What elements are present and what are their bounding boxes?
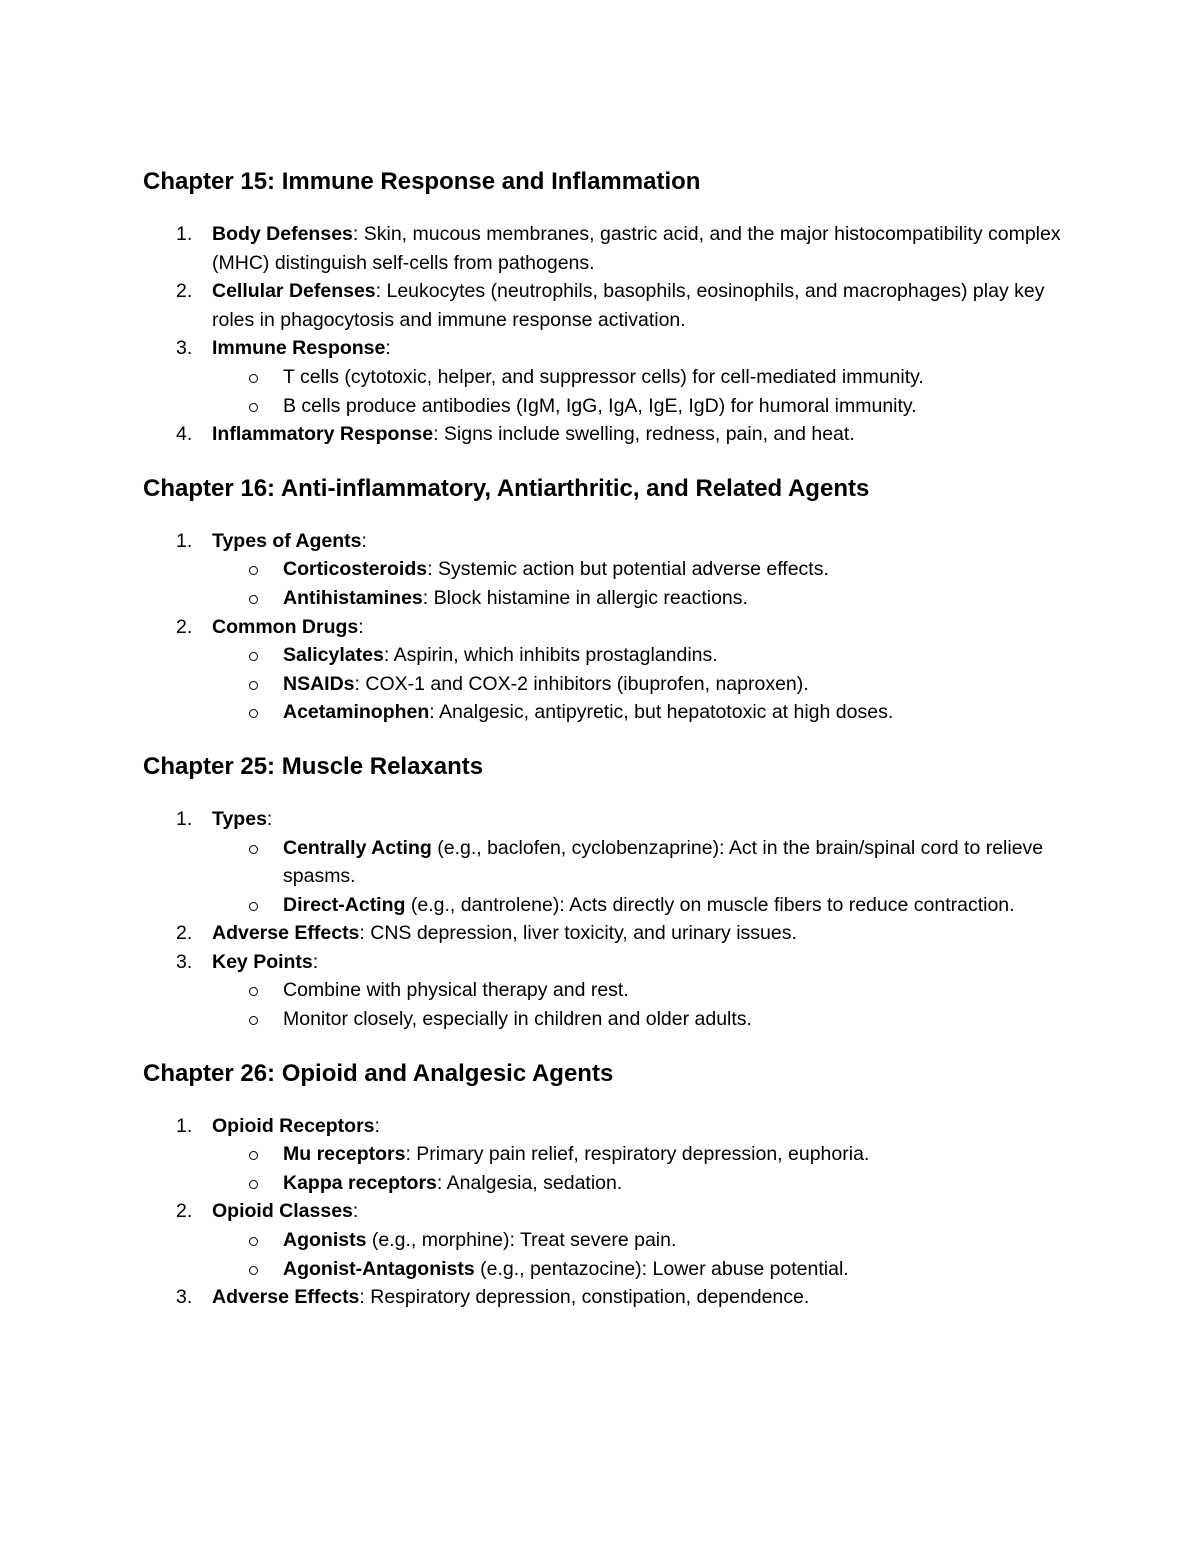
chapter-section	[143, 473, 1073, 727]
sub-item-text: : Analgesia, sedation.	[436, 1171, 623, 1194]
hollow-circle-bullet-icon	[249, 1237, 258, 1246]
item-term: Inflammatory Response	[212, 423, 434, 446]
list-item	[143, 277, 1073, 334]
list-item	[143, 613, 1073, 727]
sub-item-text: (e.g., dantrolene): Acts directly on muscle fibers to reduce contraction.	[405, 893, 1015, 916]
sub-list	[212, 1226, 1073, 1283]
item-number: 1.	[176, 807, 193, 830]
sub-item-text: (e.g., pentazocine): Lower abuse potential.	[474, 1257, 849, 1280]
list-item	[143, 527, 1073, 613]
item-text: :	[312, 950, 319, 973]
sub-item-text: Combine with physical therapy and rest.	[283, 979, 629, 1002]
sub-list-item	[143, 555, 1073, 584]
hollow-circle-bullet-icon	[249, 681, 258, 690]
sub-list-item	[143, 834, 1073, 891]
sub-item-text: Monitor closely, especially in children and older adults.	[283, 1008, 752, 1031]
numbered-list	[143, 1112, 1073, 1312]
sub-list	[212, 555, 1073, 612]
list-item	[143, 420, 1073, 449]
list-item	[143, 948, 1073, 1034]
hollow-circle-bullet-icon	[249, 1016, 258, 1025]
item-number: 1.	[176, 223, 193, 245]
item-text: : Leukocytes (neutrophils, basophils, eosinophils, and macrophages) play key roles in phagocytosis and immune response activation.	[212, 280, 1045, 331]
item-term: Types	[212, 807, 267, 830]
hollow-circle-bullet-icon	[249, 595, 258, 604]
chapter-title: Chapter 26: Opioid and Analgesic Agents	[143, 1059, 614, 1087]
hollow-circle-bullet-icon	[249, 566, 258, 575]
item-number: 2.	[176, 280, 193, 303]
item-text: : Skin, mucous membranes, gastric acid, and the major histocompatibility complex (MHC) distinguish self-cells from pathogens.	[212, 223, 1061, 274]
sub-list-item	[143, 976, 1073, 1005]
hollow-circle-bullet-icon	[249, 652, 258, 661]
sub-item-text: : Primary pain relief, respiratory depression, euphoria.	[405, 1143, 870, 1166]
item-text: : Signs include swelling, redness, pain, and heat.	[433, 423, 855, 446]
item-number: 1.	[176, 1114, 193, 1137]
item-text: :	[385, 337, 391, 360]
item-number: 3.	[176, 950, 193, 973]
item-term: Common Drugs	[212, 615, 359, 638]
sub-item-text: (e.g., baclofen, cyclobenzaprine): Act in the brain/spinal cord to relieve spasms.	[283, 836, 1044, 888]
sub-list-item	[143, 670, 1073, 699]
item-text: :	[361, 529, 367, 552]
list-item	[143, 334, 1073, 420]
sub-item-term: Agonist-Antagonists	[283, 1257, 475, 1280]
sub-list-item	[143, 891, 1073, 920]
sub-item-term: NSAIDs	[283, 672, 355, 695]
item-number: 3.	[176, 337, 193, 360]
sub-item-term: Direct-Acting	[283, 893, 406, 916]
chapter-section	[143, 1058, 1073, 1312]
sub-list	[212, 1140, 1073, 1197]
chapter-title: Chapter 25: Muscle Relaxants	[143, 752, 484, 780]
chapter-section	[143, 751, 1073, 1034]
hollow-circle-bullet-icon	[249, 1180, 258, 1189]
sub-list	[212, 363, 1073, 420]
sub-list-item	[143, 392, 1073, 421]
sub-list-item	[143, 1169, 1073, 1198]
item-number: 2.	[176, 1200, 193, 1223]
numbered-list	[143, 220, 1073, 449]
sub-item-term: Acetaminophen	[283, 701, 430, 724]
sub-item-text: B cells produce antibodies (IgM, IgG, IgA, IgE, IgD) for humoral immunity.	[283, 394, 917, 417]
sub-item-term: Centrally Acting	[283, 836, 432, 859]
item-term: Key Points	[212, 950, 313, 973]
sub-list	[212, 641, 1073, 727]
sub-list-item	[143, 1140, 1073, 1169]
sub-list	[212, 834, 1073, 920]
item-term: Opioid Receptors	[212, 1114, 375, 1137]
sub-list-item	[143, 1005, 1073, 1034]
hollow-circle-bullet-icon	[249, 987, 258, 996]
chapter-title: Chapter 16: Anti-inflammatory, Antiarthritic, and Related Agents	[143, 474, 870, 502]
item-term: Adverse Effects	[212, 1286, 360, 1309]
sub-item-text: : Analgesic, antipyretic, but hepatotoxic at high doses.	[429, 701, 894, 724]
item-number: 3.	[176, 1286, 193, 1309]
sub-item-text: : Block histamine in allergic reactions.	[422, 586, 748, 609]
item-number: 2.	[176, 922, 193, 945]
chapter-section	[143, 166, 1073, 449]
list-item	[143, 220, 1073, 277]
hollow-circle-bullet-icon	[249, 709, 258, 718]
item-text: :	[374, 1114, 380, 1137]
item-text: :	[266, 807, 273, 830]
chapter-title: Chapter 15: Immune Response and Inflammation	[143, 168, 701, 195]
sub-item-term: Antihistamines	[283, 586, 423, 609]
sub-list	[212, 976, 1073, 1033]
sub-list-item	[143, 1226, 1073, 1255]
item-text: :	[358, 615, 364, 638]
list-item	[143, 1197, 1073, 1283]
item-term: Cellular Defenses	[212, 280, 376, 303]
hollow-circle-bullet-icon	[249, 403, 258, 412]
list-item	[143, 1283, 1073, 1312]
item-term: Body Defenses	[212, 223, 353, 245]
sub-item-text: : COX-1 and COX-2 inhibitors (ibuprofen, naproxen).	[354, 672, 809, 695]
list-item	[143, 919, 1073, 948]
hollow-circle-bullet-icon	[249, 1266, 258, 1275]
list-item	[143, 805, 1073, 919]
list-item	[143, 1112, 1073, 1198]
item-number: 1.	[176, 529, 193, 552]
item-number: 4.	[176, 423, 193, 446]
sub-list-item	[143, 363, 1073, 392]
sub-item-term: Mu receptors	[283, 1143, 406, 1166]
sub-item-text: T cells (cytotoxic, helper, and suppressor cells) for cell-mediated immunity.	[283, 365, 924, 388]
item-term: Types of Agents	[212, 529, 362, 552]
sub-list-item	[143, 1255, 1073, 1284]
sub-item-text: (e.g., morphine): Treat severe pain.	[366, 1229, 677, 1252]
sub-list-item	[143, 584, 1073, 613]
hollow-circle-bullet-icon	[249, 1151, 258, 1160]
sub-item-term: Kappa receptors	[283, 1171, 437, 1194]
item-text: : CNS depression, liver toxicity, and urinary issues.	[359, 922, 797, 945]
hollow-circle-bullet-icon	[249, 374, 258, 383]
item-text: :	[352, 1200, 359, 1223]
sub-list-item	[143, 641, 1073, 670]
sub-item-text: : Aspirin, which inhibits prostaglandins.	[383, 644, 718, 667]
item-number: 2.	[176, 615, 193, 638]
numbered-list	[143, 527, 1073, 727]
item-text: : Respiratory depression, constipation, dependence.	[359, 1286, 810, 1309]
item-term: Immune Response	[212, 337, 386, 360]
sub-item-term: Salicylates	[283, 644, 384, 667]
item-term: Opioid Classes	[212, 1200, 353, 1223]
document-page	[143, 166, 1073, 1336]
item-term: Adverse Effects	[212, 922, 360, 945]
sub-item-text: : Systemic action but potential adverse effects.	[427, 558, 829, 581]
hollow-circle-bullet-icon	[249, 902, 258, 911]
numbered-list	[143, 805, 1073, 1034]
sub-list-item	[143, 698, 1073, 727]
hollow-circle-bullet-icon	[249, 845, 258, 854]
sub-item-term: Agonists	[283, 1229, 367, 1252]
sub-item-term: Corticosteroids	[283, 558, 428, 581]
